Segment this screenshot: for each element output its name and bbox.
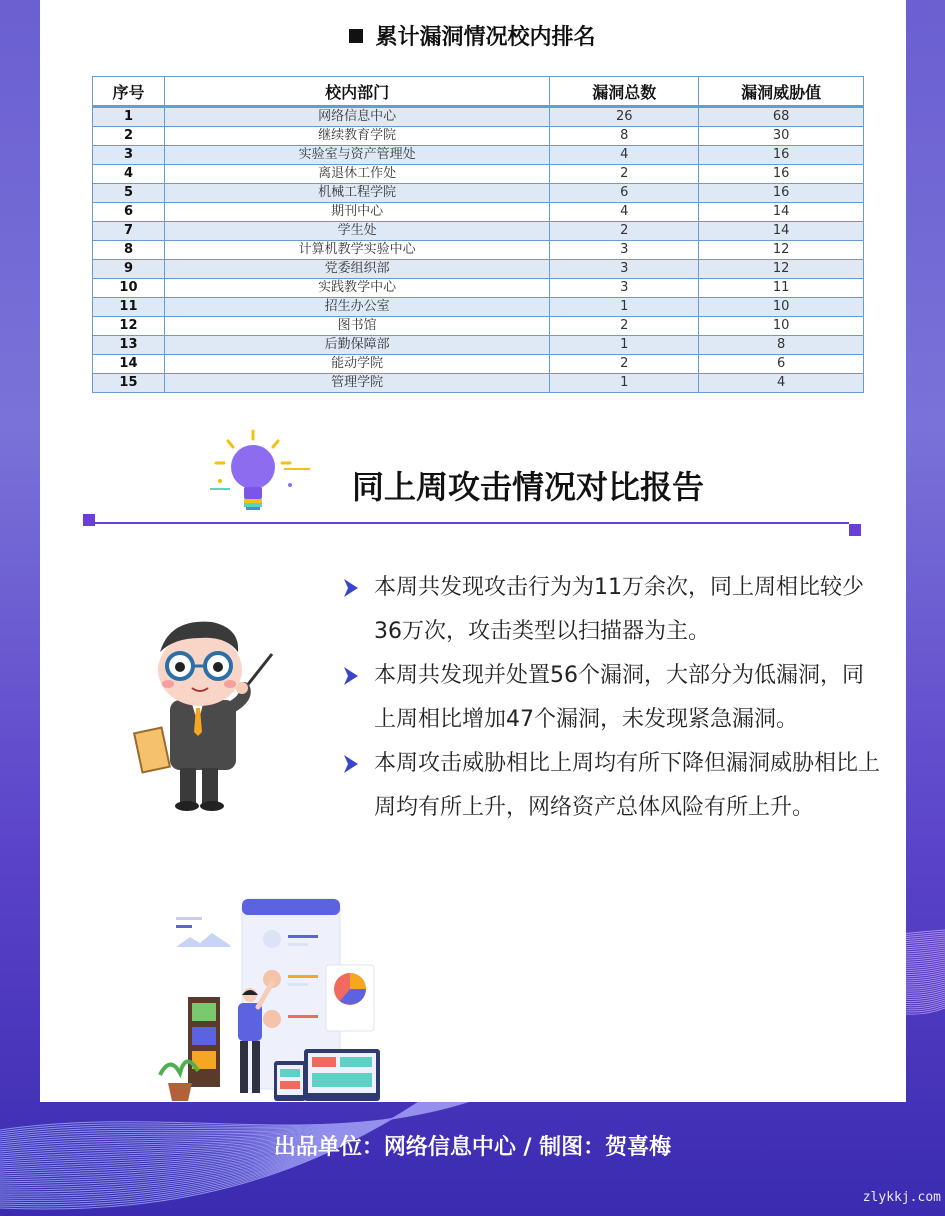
cell-department: 期刊中心 <box>164 203 549 222</box>
cell-vuln-total: 1 <box>550 374 699 393</box>
cell-department: 实践教学中心 <box>164 279 549 298</box>
cell-department: 图书馆 <box>164 317 549 336</box>
table-row <box>93 146 864 165</box>
table-row <box>93 127 864 146</box>
cell-vuln-total: 1 <box>550 336 699 355</box>
report-bullet-list <box>340 566 880 830</box>
cell-index: 14 <box>93 355 165 374</box>
cell-index: 3 <box>93 146 165 165</box>
triangle-arrow-icon <box>344 579 358 597</box>
ranking-title: 累计漏洞情况校内排名 <box>0 20 945 51</box>
ranking-table <box>92 76 864 393</box>
table-row <box>93 260 864 279</box>
cell-department: 网络信息中心 <box>164 107 549 127</box>
cell-threat-value: 14 <box>699 203 864 222</box>
list-item: 本周共发现攻击行为为11万余次，同上周相比较少36万次，攻击类型以扫描器为主。 <box>340 566 880 654</box>
cell-vuln-total: 3 <box>550 241 699 260</box>
table-row <box>93 241 864 260</box>
cell-vuln-total: 3 <box>550 260 699 279</box>
cell-department: 实验室与资产管理处 <box>164 146 549 165</box>
header-department: 校内部门 <box>164 77 549 107</box>
header-threat-value: 漏洞威胁值 <box>699 77 864 107</box>
footer-credit: 出品单位：网络信息中心 / 制图：贺喜梅 <box>273 1135 672 1160</box>
cell-vuln-total: 2 <box>550 317 699 336</box>
table-row <box>93 184 864 203</box>
table-row <box>93 298 864 317</box>
teacher-illustration <box>130 612 280 812</box>
cell-department: 离退休工作处 <box>164 165 549 184</box>
cell-index: 1 <box>93 107 165 127</box>
cell-threat-value: 16 <box>699 146 864 165</box>
cell-index: 15 <box>93 374 165 393</box>
table-row <box>93 107 864 127</box>
triangle-arrow-icon <box>344 667 358 685</box>
cell-threat-value: 14 <box>699 222 864 241</box>
cell-index: 6 <box>93 203 165 222</box>
cell-index: 13 <box>93 336 165 355</box>
cell-vuln-total: 4 <box>550 203 699 222</box>
cell-index: 9 <box>93 260 165 279</box>
cell-index: 10 <box>93 279 165 298</box>
triangle-arrow-icon <box>344 755 358 773</box>
cell-vuln-total: 2 <box>550 355 699 374</box>
header-index: 序号 <box>93 77 165 107</box>
square-bullet-icon <box>349 29 363 43</box>
cell-vuln-total: 8 <box>550 127 699 146</box>
cell-threat-value: 10 <box>699 298 864 317</box>
cell-vuln-total: 3 <box>550 279 699 298</box>
cell-department: 管理学院 <box>164 374 549 393</box>
cell-threat-value: 8 <box>699 336 864 355</box>
cell-vuln-total: 2 <box>550 222 699 241</box>
cell-threat-value: 30 <box>699 127 864 146</box>
cell-threat-value: 16 <box>699 184 864 203</box>
cell-department: 后勤保障部 <box>164 336 549 355</box>
cell-threat-value: 11 <box>699 279 864 298</box>
cell-department: 计算机教学实验中心 <box>164 241 549 260</box>
lightbulb-icon <box>200 425 320 525</box>
report-title: 同上周攻击情况对比报告 <box>352 468 705 506</box>
cell-vuln-total: 6 <box>550 184 699 203</box>
list-item: 本周攻击威胁相比上周均有所下降但漏洞威胁相比上周均有所上升，网络资产总体风险有所上升。 <box>340 742 880 830</box>
watermark: zlykkj.com <box>862 1190 941 1205</box>
cell-department: 招生办公室 <box>164 298 549 317</box>
cell-index: 8 <box>93 241 165 260</box>
table-row <box>93 355 864 374</box>
cell-threat-value: 12 <box>699 260 864 279</box>
cell-index: 11 <box>93 298 165 317</box>
list-item: 本周共发现并处置56个漏洞，大部分为低漏洞，同上周相比增加47个漏洞，未发现紧急漏洞。 <box>340 654 880 742</box>
table-row <box>93 336 864 355</box>
table-row <box>93 222 864 241</box>
cell-index: 12 <box>93 317 165 336</box>
cell-vuln-total: 26 <box>550 107 699 127</box>
cell-threat-value: 6 <box>699 355 864 374</box>
table-row <box>93 374 864 393</box>
cell-threat-value: 68 <box>699 107 864 127</box>
table-row <box>93 203 864 222</box>
section-divider <box>83 514 861 538</box>
header-vuln-total: 漏洞总数 <box>550 77 699 107</box>
cell-department: 党委组织部 <box>164 260 549 279</box>
cell-threat-value: 4 <box>699 374 864 393</box>
analytics-illustration <box>150 895 390 1105</box>
table-row <box>93 317 864 336</box>
table-row <box>93 165 864 184</box>
cell-threat-value: 10 <box>699 317 864 336</box>
cell-index: 5 <box>93 184 165 203</box>
cell-vuln-total: 1 <box>550 298 699 317</box>
cell-index: 7 <box>93 222 165 241</box>
cell-index: 4 <box>93 165 165 184</box>
cell-vuln-total: 2 <box>550 165 699 184</box>
cell-threat-value: 16 <box>699 165 864 184</box>
cell-department: 能动学院 <box>164 355 549 374</box>
cell-department: 学生处 <box>164 222 549 241</box>
cell-threat-value: 12 <box>699 241 864 260</box>
cell-department: 机械工程学院 <box>164 184 549 203</box>
cell-index: 2 <box>93 127 165 146</box>
table-row <box>93 279 864 298</box>
cell-department: 继续教育学院 <box>164 127 549 146</box>
table-header-row <box>93 77 864 107</box>
cell-vuln-total: 4 <box>550 146 699 165</box>
